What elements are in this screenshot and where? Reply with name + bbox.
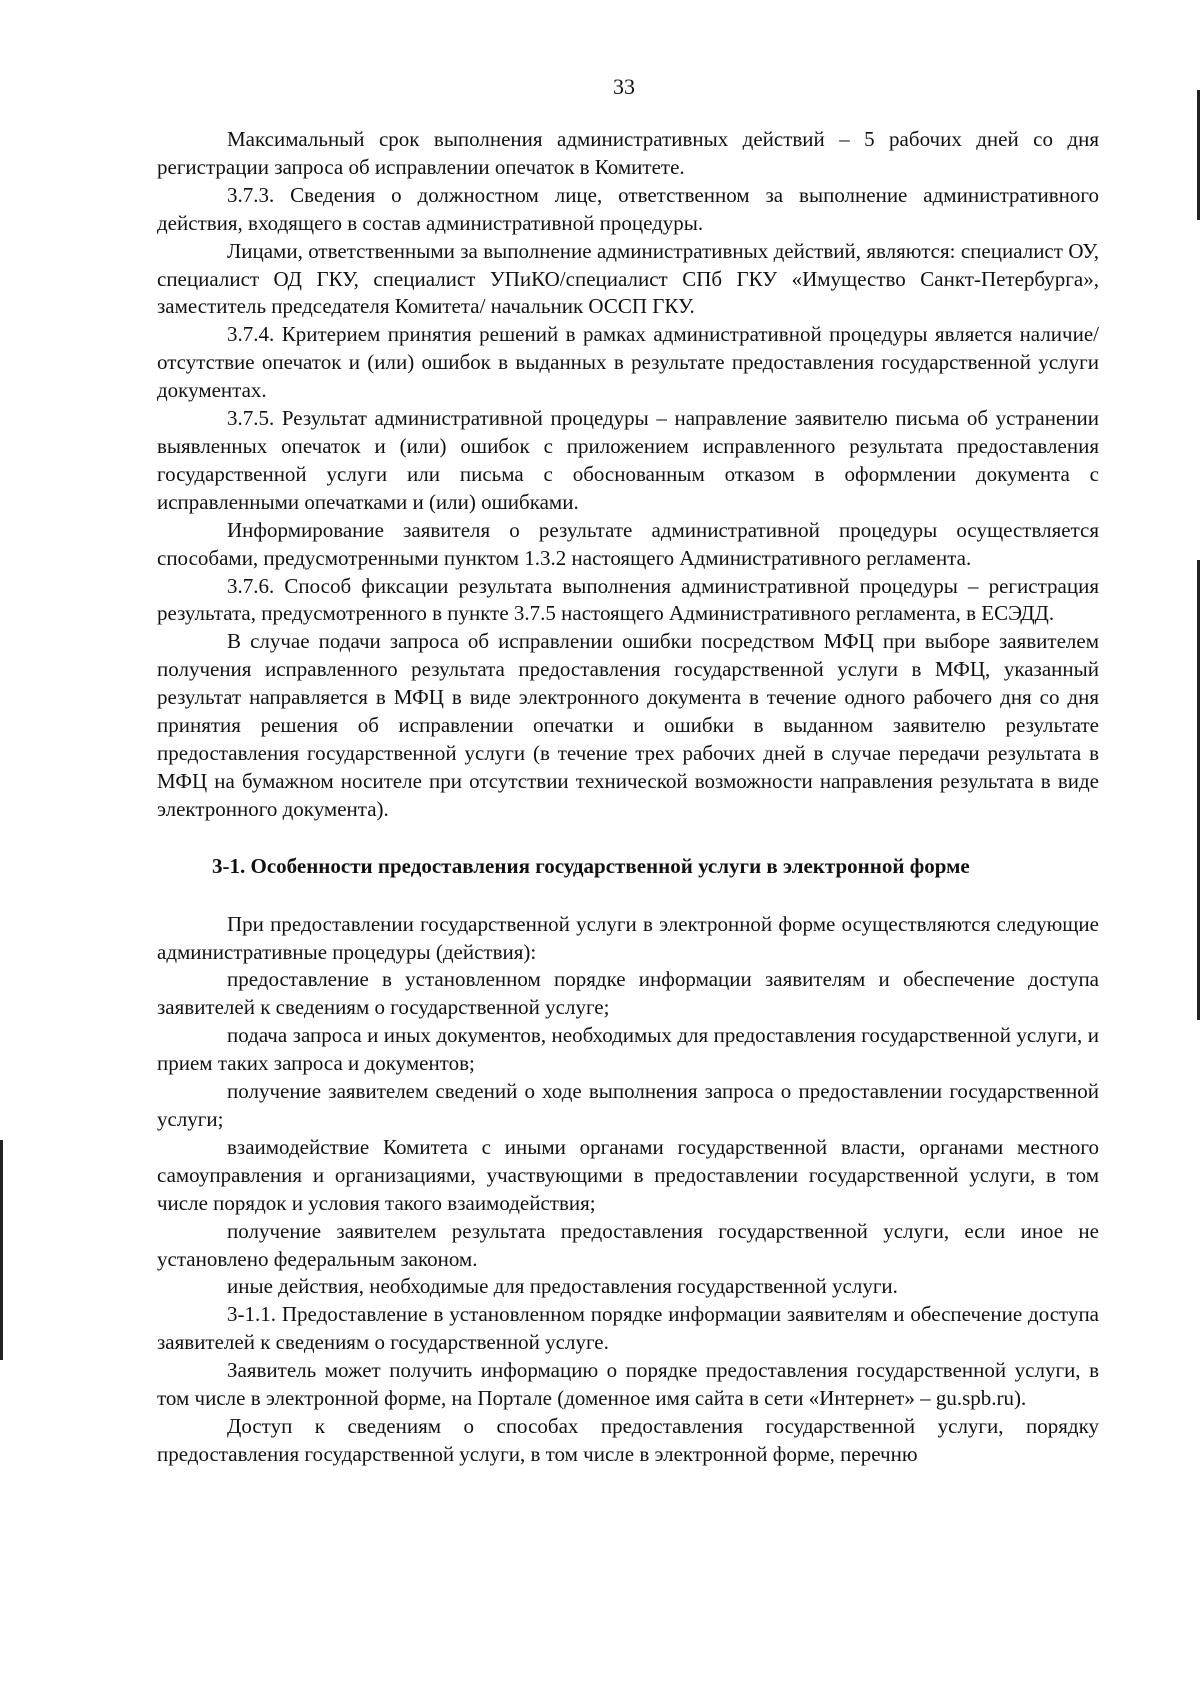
- section-heading: 3-1. Особенности предоставления государственной услуги в электронной форме: [212, 853, 970, 878]
- paragraph: 3.7.4. Критерием принятия решений в рамках административной процедуры является наличие/отсутствие опечаток и (или) ошибок в выданных в результате предоставления государственной услуги документах.: [157, 322, 1099, 403]
- paragraph: 3.7.5. Результат административной процедуры – направление заявителю письма об устранении выявленных опечаток и (или) ошибок с приложением исправленного результата предоставления государственной услуги или письма с обоснованным отказом в оформлении документа с исправленными опечатками и (или) ошибками.: [157, 406, 1099, 514]
- paragraph: При предоставлении государственной услуги в электронной форме осуществляются следующие административные процедуры (действия):: [157, 911, 1099, 964]
- page-number: 33: [613, 74, 635, 99]
- paragraph: подача запроса и иных документов, необходимых для предоставления государственной услуги, и прием таких запроса и документов;: [157, 1023, 1099, 1076]
- paragraph: 3-1.1. Предоставление в установленном порядке информации заявителям и обеспечение доступа заявителей к сведениям о государственной услуге.: [157, 1302, 1099, 1355]
- document-body: [157, 126, 1099, 1469]
- paragraph: взаимодействие Комитета с иными органами государственной власти, органами местного самоуправления и организациями, участвующими в предоставлении государственной услуги, в том числе порядок и условия такого взаимодействия;: [157, 1134, 1099, 1215]
- paragraph: получение заявителем сведений о ходе выполнения запроса о предоставлении государственной услуги;: [157, 1079, 1099, 1131]
- paragraph: Заявитель может получить информацию о порядке предоставления государственной услуги, в том числе в электронной форме, на Портале (доменное имя сайта в сети «Интернет» – gu.spb.ru).: [157, 1358, 1099, 1411]
- paragraph: Максимальный срок выполнения административных действий – 5 рабочих дней со дня регистрации запроса об исправлении опечаток в Комитете.: [157, 127, 1099, 179]
- paragraph: иные действия, необходимые для предоставления государственной услуги.: [227, 1274, 898, 1299]
- scan-edge-artifact: [0, 1140, 3, 1360]
- paragraph: получение заявителем результата предоставления государственной услуги, если иное не установлено федеральным законом.: [157, 1218, 1099, 1271]
- paragraph: Лицами, ответственными за выполнение административных действий, являются: специалист ОУ, специалист ОД ГКУ, специалист УПиКО/специалист СПб ГКУ «Имущество Санкт-Петербурга», заместитель председателя Комитета/ начальник ОССП ГКУ.: [157, 238, 1099, 319]
- paragraph: предоставление в установленном порядке информации заявителям и обеспечение доступа заявителей к сведениям о государственной услуге;: [157, 967, 1099, 1020]
- paragraph: В случае подачи запроса об исправлении ошибки посредством МФЦ при выборе заявителем получения исправленного результата предоставления государственной услуги в МФЦ, указанный результат направляется в МФЦ в виде электронного документа в течение одного рабочего дня со дня принятия решения об исправлении опечатки и ошибки в выданном заявителю результате предоставления государственной услуги (в течение трех рабочих дней в случае передачи результата в МФЦ на бумажном носителе при отсутствии технической возможности направления результата в виде электронного документа).: [157, 629, 1099, 821]
- paragraph: Информирование заявителя о результате административной процедуры осуществляется способами, предусмотренными пунктом 1.3.2 настоящего Административного регламента.: [157, 517, 1099, 570]
- paragraph: 3.7.3. Сведения о должностном лице, ответственном за выполнение административного действия, входящего в состав административной процедуры.: [157, 182, 1099, 235]
- paragraph: Доступ к сведениям о способах предоставления государственной услуги, порядку предоставления государственной услуги, в том числе в электронной форме, перечню: [157, 1413, 1099, 1466]
- paragraph: 3.7.6. Способ фиксации результата выполнения административной процедуры – регистрация результата, предусмотренного в пункте 3.7.5 настоящего Административного регламента, в ЕСЭДД.: [157, 573, 1099, 626]
